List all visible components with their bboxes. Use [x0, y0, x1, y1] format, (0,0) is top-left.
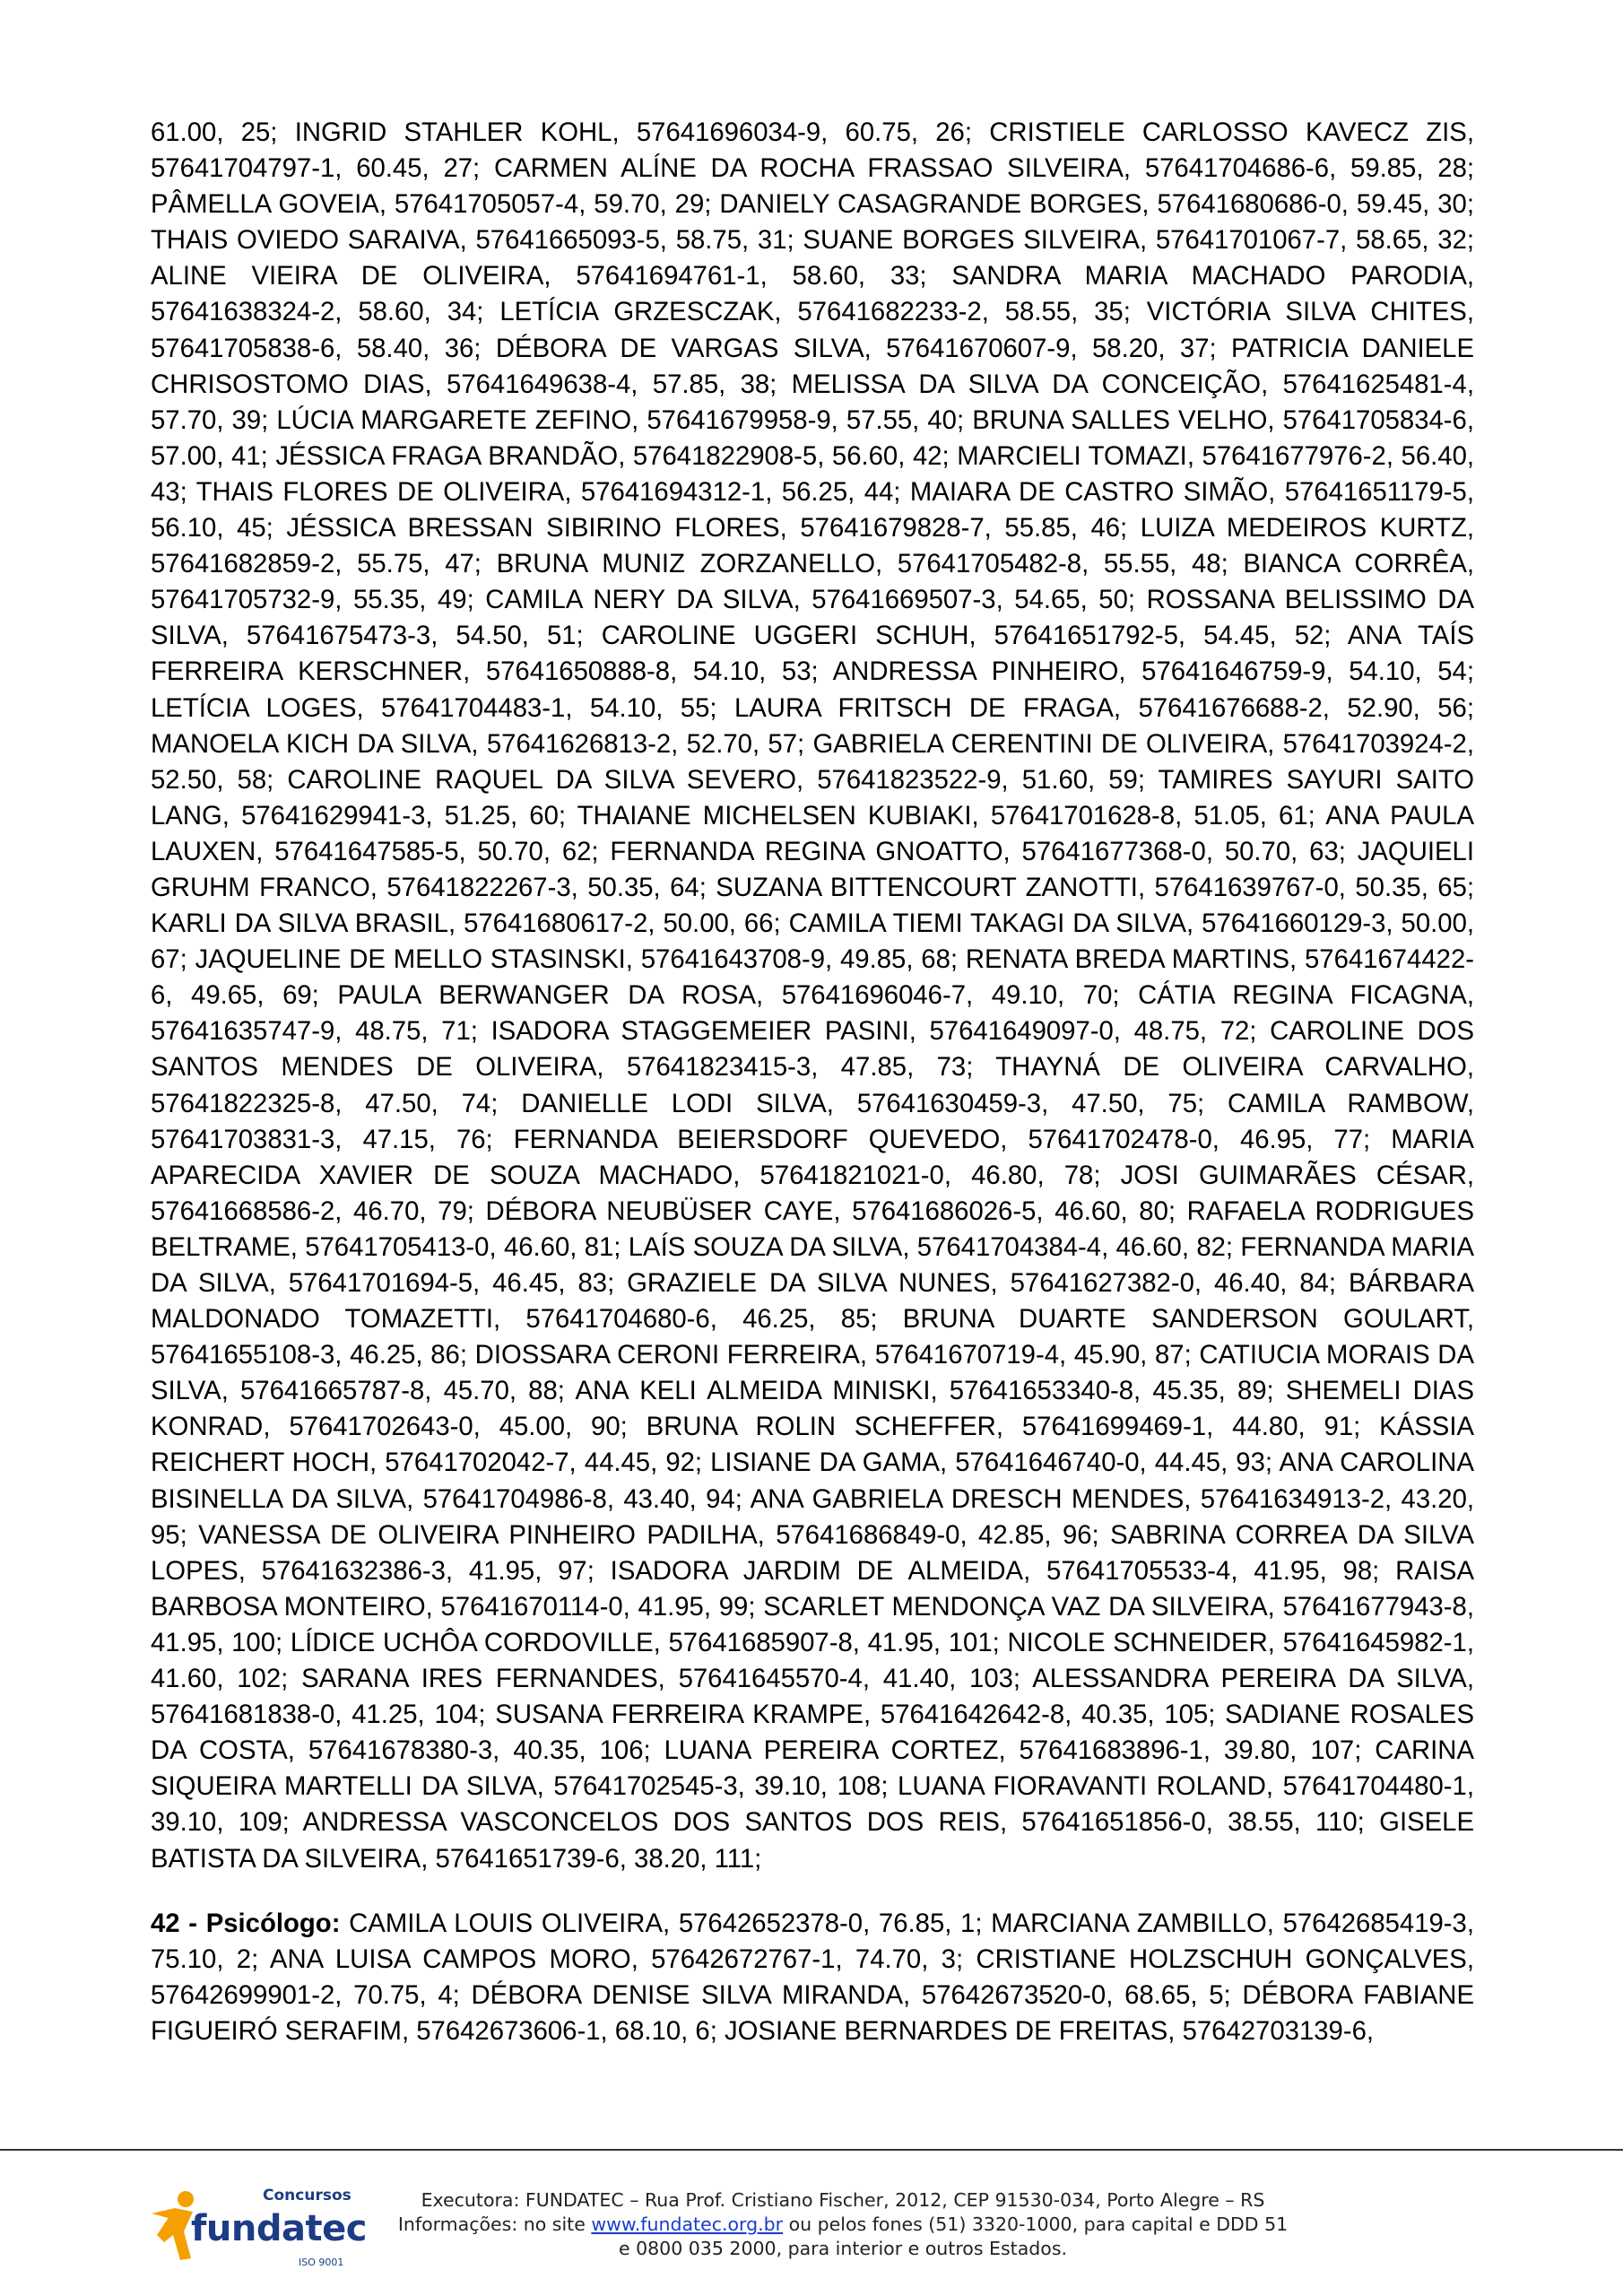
document-body [151, 115, 1474, 2049]
footer-info-line [377, 2213, 1309, 2237]
fundatec-logo [148, 2185, 367, 2283]
footer-info-suffix: ou pelos fones (51) 3320-1000, para capital e DDD 51 [783, 2213, 1289, 2235]
page-footer [0, 2170, 1623, 2296]
footer-address: Executora: FUNDATEC – Rua Prof. Cristiano Fischer, 2012, CEP 91530-034, Porto Alegre – RS [421, 2189, 1265, 2211]
section-label: 42 - Psicólogo: [151, 1908, 341, 1938]
footer-divider [0, 2149, 1623, 2151]
section-psicologo [151, 1906, 1474, 2049]
logo-iso-text: ISO 9001 [299, 2257, 344, 2268]
footer-phone-line: e 0800 035 2000, para interior e outros Estados. [618, 2238, 1068, 2259]
logo-concursos-text: Concursos [263, 2187, 352, 2205]
results-paragraph: 61.00, 25; INGRID STAHLER KOHL, 57641696034-9, 60.75, 26; CRISTIELE CARLOSSO KAVECZ ZIS, 57641704797-1, 60.45, 27; CARMEN ALÍNE DA ROCHA FRASSAO SILVEIRA, 57641704686-6, 59.85, 28; PÂMELLA GOVEIA, 57641705057-4, 59.70, 29; DANIELY CASAGRANDE BORGES, 57641680686-0, 59.45, 30; THAIS OVIEDO SARAIVA, 57641665093-5, 58.75, 31; SUANE BORGES SILVEIRA, 57641701067-7, 58.65, 32; ALINE VIEIRA DE OLIVEIRA, 57641694761-1, 58.60, 33; SANDRA MARIA MACHADO PARODIA, 57641638324-2, 58.60, 34; LETÍCIA GRZESCZAK, 57641682233-2, 58.55, 35; VICTÓRIA SILVA CHITES, 57641705838-6, 58.40, 36; DÉBORA DE VARGAS SILVA, 57641670607-9, 58.20, 37; PATRICIA DANIELE CHRISOSTOMO DIAS, 57641649638-4, 57.85, 38; MELISSA DA SILVA DA CONCEIÇÃO, 57641625481-4, 57.70, 39; LÚCIA MARGARETE ZEFINO, 57641679958-9, 57.55, 40; BRUNA SALLES VELHO, 57641705834-6, 57.00, 41; JÉSSICA FRAGA BRANDÃO, 57641822908-5, 56.60, 42; MARCIELI TOMAZI, 57641677976-2, 56.40, 43; THAIS FLORES DE OLIVEIRA, 57641694312-1, 56.25, 44; MAIARA DE CASTRO SIMÃO, 57641651179-5, 56.10, 45; JÉSSICA BRESSAN SIBIRINO FLORES, 57641679828-7, 55.85, 46; LUIZA MEDEIROS KURTZ, 57641682859-2, 55.75, 47; BRUNA MUNIZ ZORZANELLO, 57641705482-8, 55.55, 48; BIANCA CORRÊA, 57641705732-9, 55.35, 49; CAMILA NERY DA SILVA, 57641669507-3, 54.65, 50; ROSSANA BELISSIMO DA SILVA, 57641675473-3, 54.50, 51; CAROLINE UGGERI SCHUH, 57641651792-5, 54.45, 52; ANA TAÍS FERREIRA KERSCHNER, 57641650888-8, 54.10, 53; ANDRESSA PINHEIRO, 57641646759-9, 54.10, 54; LETÍCIA LOGES, 57641704483-1, 54.10, 55; LAURA FRITSCH DE FRAGA, 57641676688-2, 52.90, 56; MANOELA KICH DA SILVA, 57641626813-2, 52.70, 57; GABRIELA CERENTINI DE OLIVEIRA, 57641703924-2, 52.50, 58; CAROLINE RAQUEL DA SILVA SEVERO, 57641823522-9, 51.60, 59; TAMIRES SAYURI SAITO LANG, 57641629941-3, 51.25, 60; THAIANE MICHELSEN KUBIAKI, 57641701628-8, 51.05, 61; ANA PAULA LAUXEN, 57641647585-5, 50.70, 62; FERNANDA REGINA GNOATTO, 57641677368-0, 50.70, 63; JAQUIELI GRUHM FRANCO, 57641822267-3, 50.35, 64; SUZANA BITTENCOURT ZANOTTI, 57641639767-0, 50.35, 65; KARLI DA SILVA BRASIL, 57641680617-2, 50.00, 66; CAMILA TIEMI TAKAGI DA SILVA, 57641660129-3, 50.00, 67; JAQUELINE DE MELLO STASINSKI, 57641643708-9, 49.85, 68; RENATA BREDA MARTINS, 57641674422-6, 49.65, 69; PAULA BERWANGER DA ROSA, 57641696046-7, 49.10, 70; CÁTIA REGINA FICAGNA, 57641635747-9, 48.75, 71; ISADORA STAGGEMEIER PASINI, 57641649097-0, 48.75, 72; CAROLINE DOS SANTOS MENDES DE OLIVEIRA, 57641823415-3, 47.85, 73; THAYNÁ DE OLIVEIRA CARVALHO, 57641822325-8, 47.50, 74; DANIELLE LODI SILVA, 57641630459-3, 47.50, 75; CAMILA RAMBOW, 57641703831-3, 47.15, 76; FERNANDA BEIERSDORF QUEVEDO, 57641702478-0, 46.95, 77; MARIA APARECIDA XAVIER DE SOUZA MACHADO, 57641821021-0, 46.80, 78; JOSI GUIMARÃES CÉSAR, 57641668586-2, 46.70, 79; DÉBORA NEUBÜSER CAYE, 57641686026-5, 46.60, 80; RAFAELA RODRIGUES BELTRAME, 57641705413-0, 46.60, 81; LAÍS SOUZA DA SILVA, 57641704384-4, 46.60, 82; FERNANDA MARIA DA SILVA, 57641701694-5, 46.45, 83; GRAZIELE DA SILVA NUNES, 57641627382-0, 46.40, 84; BÁRBARA MALDONADO TOMAZETTI, 57641704680-6, 46.25, 85; BRUNA DUARTE SANDERSON GOULART, 57641655108-3, 46.25, 86; DIOSSARA CERONI FERREIRA, 57641670719-4, 45.90, 87; CATIUCIA MORAIS DA SILVA, 57641665787-8, 45.70, 88; ANA KELI ALMEIDA MINISKI, 57641653340-8, 45.35, 89; SHEMELI DIAS KONRAD, 57641702643-0, 45.00, 90; BRUNA ROLIN SCHEFFER, 57641699469-1, 44.80, 91; KÁSSIA REICHERT HOCH, 57641702042-7, 44.45, 92; LISIANE DA GAMA, 57641646740-0, 44.45, 93; ANA CAROLINA BISINELLA DA SILVA, 57641704986-8, 43.40, 94; ANA GABRIELA DRESCH MENDES, 57641634913-2, 43.20, 95; VANESSA DE OLIVEIRA PINHEIRO PADILHA, 57641686849-0, 42.85, 96; SABRINA CORREA DA SILVA LOPES, 57641632386-3, 41.95, 97; ISADORA JARDIM DE ALMEIDA, 57641705533-4, 41.95, 98; RAISA BARBOSA MONTEIRO, 57641670114-0, 41.95, 99; SCARLET MENDONÇA VAZ DA SILVEIRA, 57641677943-8, 41.95, 100; LÍDICE UCHÔA CORDOVILLE, 57641685907-8, 41.95, 101; NICOLE SCHNEIDER, 57641645982-1, 41.60, 102; SARANA IRES FERNANDES, 57641645570-4, 41.40, 103; ALESSANDRA PEREIRA DA SILVA, 57641681838-0, 41.25, 104; SUSANA FERREIRA KRAMPE, 57641642642-8, 40.35, 105; SADIANE ROSALES DA COSTA, 57641678380-3, 40.35, 106; LUANA PEREIRA CORTEZ, 57641683896-1, 39.80, 107; CARINA SIQUEIRA MARTELLI DA SILVA, 57641702545-3, 39.10, 108; LUANA FIORAVANTI ROLAND, 57641704480-1, 39.10, 109; ANDRESSA VASCONCELOS DOS SANTOS DOS REIS, 57641651856-0, 38.55, 110; GISELE BATISTA DA SILVEIRA, 57641651739-6, 38.20, 111; [151, 117, 1474, 1874]
footer-info-prefix: Informações: no site [397, 2213, 592, 2235]
footer-contact-info [377, 2188, 1309, 2261]
section-results-text: CAMILA LOUIS OLIVEIRA, 57642652378-0, 76.85, 1; MARCIANA ZAMBILLO, 57642685419-3, 75.10, 2; ANA LUISA CAMPOS MORO, 57642672767-1, 74.70, 3; CRISTIANE HOLZSCHUH GONÇALVES, 57642699901-2, 70.75, 4; DÉBORA DENISE SILVA MIRANDA, 57642673520-0, 68.65, 5; DÉBORA FABIANE FIGUEIRÓ SERAFIM, 57642673606-1, 68.10, 6; JOSIANE BERNARDES DE FREITAS, 57642703139-6, [151, 1908, 1474, 2046]
footer-website-link[interactable]: www.fundatec.org.br [591, 2213, 784, 2235]
logo-wordmark: fundatec [191, 2208, 367, 2249]
